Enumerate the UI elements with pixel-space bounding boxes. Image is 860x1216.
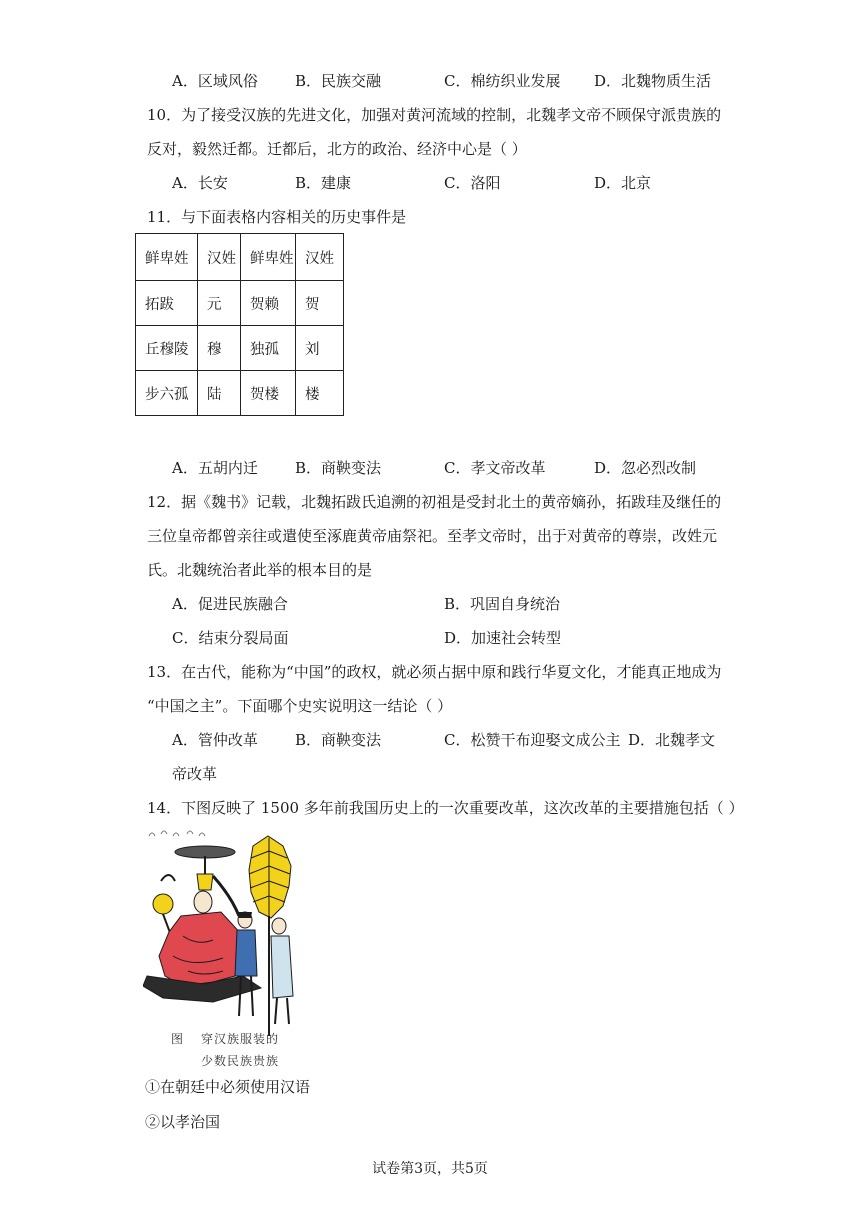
q13-option-d: D．北魏孝文 <box>628 731 716 749</box>
q12-stem-line3: 氏。北魏统治者此举的根本目的是 <box>147 561 373 579</box>
q9-option-d: D．北魏物质生活 <box>594 72 712 90</box>
q14-stem: 14．下图反映了 1500 多年前我国历史上的一次重要改革，这次改革的主要措施包括（ ） <box>147 799 744 817</box>
table-cell: 贺 <box>296 281 344 326</box>
figure-caption-line2: 少数民族贵族 <box>201 1054 280 1068</box>
table-cell: 陆 <box>198 371 241 416</box>
table-cell: 元 <box>198 281 241 326</box>
q10-option-d: D．北京 <box>594 174 652 192</box>
q13-stem-line2: “中国之主”。下面哪个史实说明这一结论（ ） <box>147 697 453 715</box>
table-cell: 楼 <box>296 371 344 416</box>
q10-stem-line1: 10．为了接受汉族的先进文化，加强对黄河流域的控制，北魏孝文帝不顾保守派贵族的 <box>147 106 722 124</box>
q10-stem-line2: 反对，毅然迁都。迁都后，北方的政治、经济中心是（ ） <box>147 140 527 158</box>
table-header-row <box>136 234 344 281</box>
q9-option-b: B．民族交融 <box>295 72 382 90</box>
q11-stem: 11．与下面表格内容相关的历史事件是 <box>147 208 407 226</box>
table-cell: 穆 <box>198 326 241 371</box>
q13-option-b: B．商鞅变法 <box>295 731 382 749</box>
q11-option-d: D．忽必烈改制 <box>594 459 697 477</box>
table-row <box>136 281 344 326</box>
q9-option-a: A．区域风俗 <box>172 72 258 90</box>
table-cell: 独孤 <box>241 326 296 371</box>
surname-table <box>135 233 344 416</box>
table-cell: 刘 <box>296 326 344 371</box>
q11-option-b: B．商鞅变法 <box>295 459 382 477</box>
table-cell: 拓跋 <box>136 281 198 326</box>
q12-stem-line2: 三位皇帝都曾亲往或遣使至涿鹿黄帝庙祭祀。至孝文帝时，出于对黄帝的尊崇，改姓元 <box>147 527 718 545</box>
q9-option-c: C．棉纺织业发展 <box>444 72 561 90</box>
q12-option-a: A．促进民族融合 <box>172 595 288 613</box>
q11-option-a: A．五胡内迁 <box>172 459 258 477</box>
q12-stem-line1: 12．据《魏书》记载，北魏拓跋氏追溯的初祖是受封北土的黄帝嫡孙，拓跋珪及继任的 <box>147 493 722 511</box>
page-footer: 试卷第3页，共5页 <box>372 1161 488 1177</box>
q13-stem-line1: 13．在古代，能称为“中国”的政权，就必须占据中原和践行华夏文化，才能真正地成为 <box>147 663 722 681</box>
q10-option-a: A．长安 <box>172 174 228 192</box>
table-row <box>136 326 344 371</box>
figure-caption-label: 图 <box>171 1032 185 1046</box>
q13-option-d-continued: 帝改革 <box>172 765 218 783</box>
q14-item-2: ②以孝治国 <box>145 1113 221 1131</box>
figure-caption-line1: 穿汉族服装的 <box>201 1032 280 1046</box>
table-row <box>136 371 344 416</box>
table-cell: 丘穆陵 <box>136 326 198 371</box>
q12-option-d: D．加速社会转型 <box>444 629 562 647</box>
table-header-cell: 鲜卑姓 <box>136 234 198 281</box>
q13-option-a: A．管仲改革 <box>172 731 258 749</box>
q14-item-1: ①在朝廷中必须使用汉语 <box>145 1078 311 1096</box>
q10-option-c: C．洛阳 <box>444 174 501 192</box>
table-cell: 贺赖 <box>241 281 296 326</box>
table-header-cell: 汉姓 <box>296 234 344 281</box>
table-header-cell: 汉姓 <box>198 234 241 281</box>
table-cell: 贺楼 <box>241 371 296 416</box>
q12-option-b: B．巩固自身统治 <box>444 595 561 613</box>
q13-option-c: C．松赞干布迎娶文成公主 <box>444 731 621 749</box>
table-header-cell: 鲜卑姓 <box>241 234 296 281</box>
q10-option-b: B．建康 <box>295 174 352 192</box>
q11-option-c: C．孝文帝改革 <box>444 459 546 477</box>
table-cell: 步六孤 <box>136 371 198 416</box>
q12-option-c: C．结束分裂局面 <box>172 629 289 647</box>
reform-illustration <box>143 826 307 1069</box>
